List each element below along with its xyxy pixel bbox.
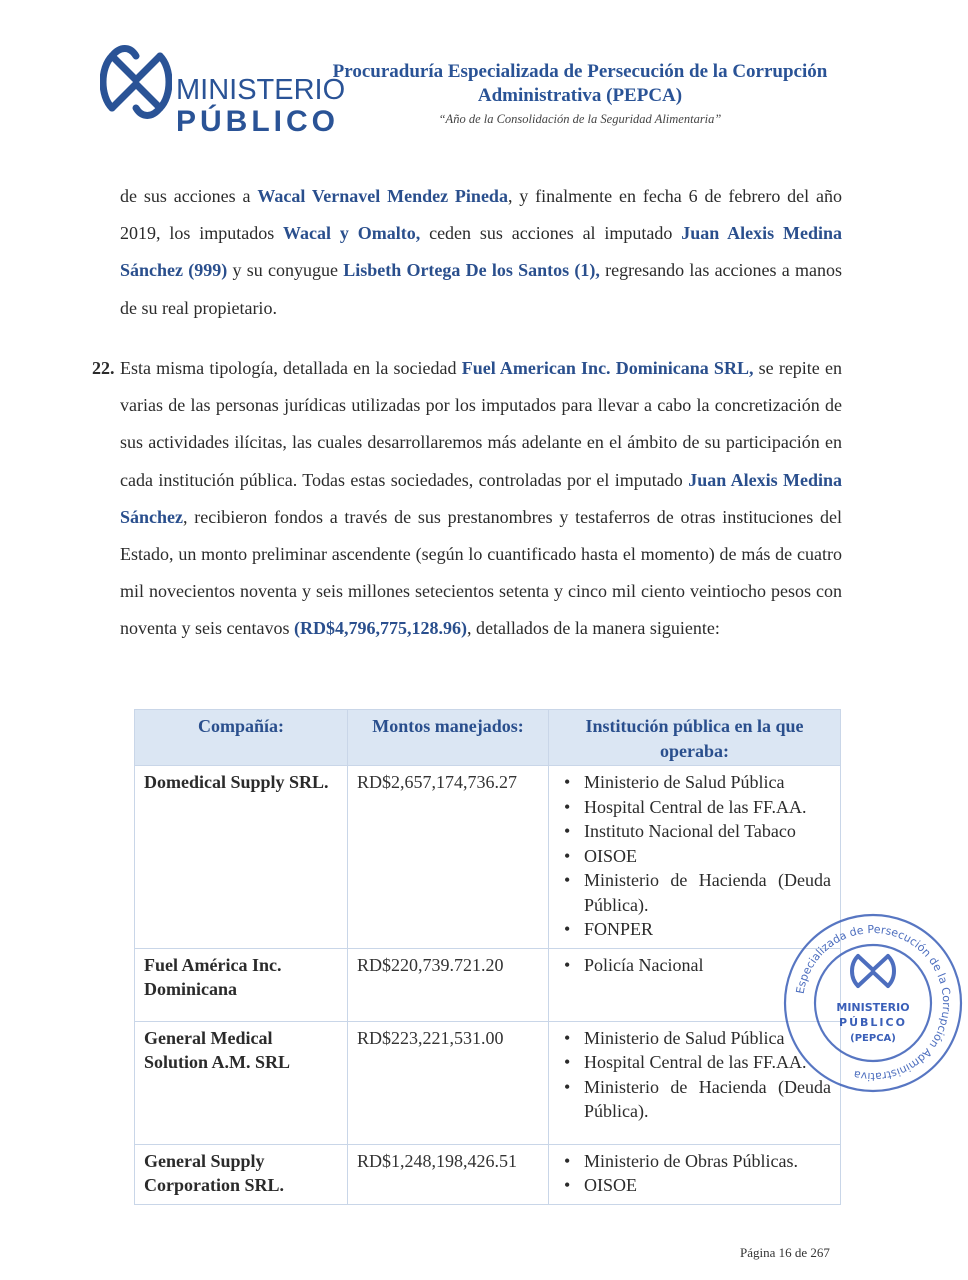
institution-item: • Ministerio de Salud Pública [558,770,831,795]
institutions-list [558,1149,831,1198]
company-cell: Fuel América Inc. Dominicana [135,948,348,1021]
ministerio-publico-logo [100,38,346,138]
bold-name: Juan Alexis Medina Sánchez [120,469,842,527]
companies-table [134,709,841,1205]
amount-cell: RD$220,739.721.20 [348,948,549,1021]
bold-name: Lisbeth Ortega De los Santos (1), [343,260,600,281]
text-run: se repite en varias de las personas jurídicas utilizadas por los imputados para llevar a cabo la concretización de sus actividades ilícitas, las cuales desarrollaremos más adelante en el ámbito de su participación en cada institución pública. Todas estas sociedades, controladas por el imputado [120,358,842,490]
bold-name: Fuel American Inc. Dominicana SRL, [461,358,754,378]
bold-amount: (RD$4,796,775,128.96) [293,618,467,639]
institution-item: • Instituto Nacional del Tabaco [558,819,831,844]
paragraph-number: 22. [92,358,115,378]
paragraph-22 [92,350,842,648]
ministerio-logo-icon [100,42,172,122]
header-title-line1: Procuraduría Especializada de Persecución de la Corrupción [332,61,828,82]
header-amount: Montos manejados: [348,710,549,766]
text-run: Esta misma tipología, detallada en la sociedad [120,358,462,378]
stamp-ring-textpath: Especializada de Persecución de la Corrupción Administrativa [793,922,954,1084]
amount-cell: RD$223,221,531.00 [348,1021,549,1144]
stamp-inner-line1: MINISTERIO [836,1001,910,1014]
text-run: , recibieron fondos a través de sus prestanombres y testaferros de otras instituciones del Estado, un monto preliminar ascendente (según lo cuantificado hasta el momento) de más de cuatro mil novecientos noventa y seis millones setecientos setenta y cinco mil ciento veintiocho pesos con noventa y seis centavos [120,506,842,639]
institution-item: • Ministerio de Hacienda (Deuda Pública). [558,868,831,917]
text-run: , y finalmente en fecha 6 de febrero del año 2019, los imputados [120,186,843,244]
table-row [135,1144,841,1204]
institution-item: • Ministerio de Hacienda (Deuda Pública). [558,1075,831,1124]
stamp-inner-line3: (PEPCA) [850,1033,896,1044]
header-motto: “Año de la Consolidación de la Seguridad Alimentaria” [438,112,722,126]
institutions-cell [549,1144,841,1204]
stamp-inner-line2: PÚBLICO [839,1016,907,1029]
text-run: de sus acciones a [120,186,258,206]
bold-name: Wacal y Omalto, [283,223,421,244]
institution-item: • OISOE [558,1173,831,1198]
table-header-row [135,710,841,766]
header-institution: Institución pública en la que operaba: [549,710,841,766]
institution-item: • Policía Nacional [558,953,831,978]
page-number: Página 16 de 267 [740,1245,830,1260]
document-header [320,60,840,127]
stamp-seal-icon [778,908,968,1098]
institution-item: • FONPER [558,917,831,942]
paragraph-continuation [120,178,842,327]
institution-item: • Hospital Central de las FF.AA. [558,795,831,820]
company-cell: General Supply Corporation SRL. [135,1144,348,1204]
institution-item: • Ministerio de Salud Pública [558,1026,831,1051]
institution-item: • Hospital Central de las FF.AA. [558,1050,831,1075]
table-row [135,948,841,1021]
text-run: ceden sus acciones al imputado [420,223,682,244]
text-run: regresando las acciones a manos de su real propietario. [120,260,842,318]
amount-cell: RD$2,657,174,736.27 [348,766,549,949]
text-run: y su conyugue [227,260,344,281]
logo-line2: PÚBLICO [176,105,339,138]
header-company: Compañía: [135,710,348,766]
table-row [135,766,841,949]
official-stamp [778,908,968,1098]
bold-name: Wacal Vernavel Mendez Pineda [257,186,508,206]
amount-cell: RD$1,248,198,426.51 [348,1144,549,1204]
institution-item: • OISOE [558,844,831,869]
text-run: , detallados de la manera siguiente: [466,618,720,639]
company-cell: Domedical Supply SRL. [135,766,348,949]
logo-line1: MINISTERIO [176,74,346,106]
company-cell: General Medical Solution A.M. SRL [135,1021,348,1144]
header-title-line2: Administrativa (PEPCA) [477,85,683,106]
bold-name: Juan Alexis Medina Sánchez (999) [120,223,842,281]
institution-item: • Ministerio de Obras Públicas. [558,1149,831,1174]
table-row [135,1021,841,1144]
